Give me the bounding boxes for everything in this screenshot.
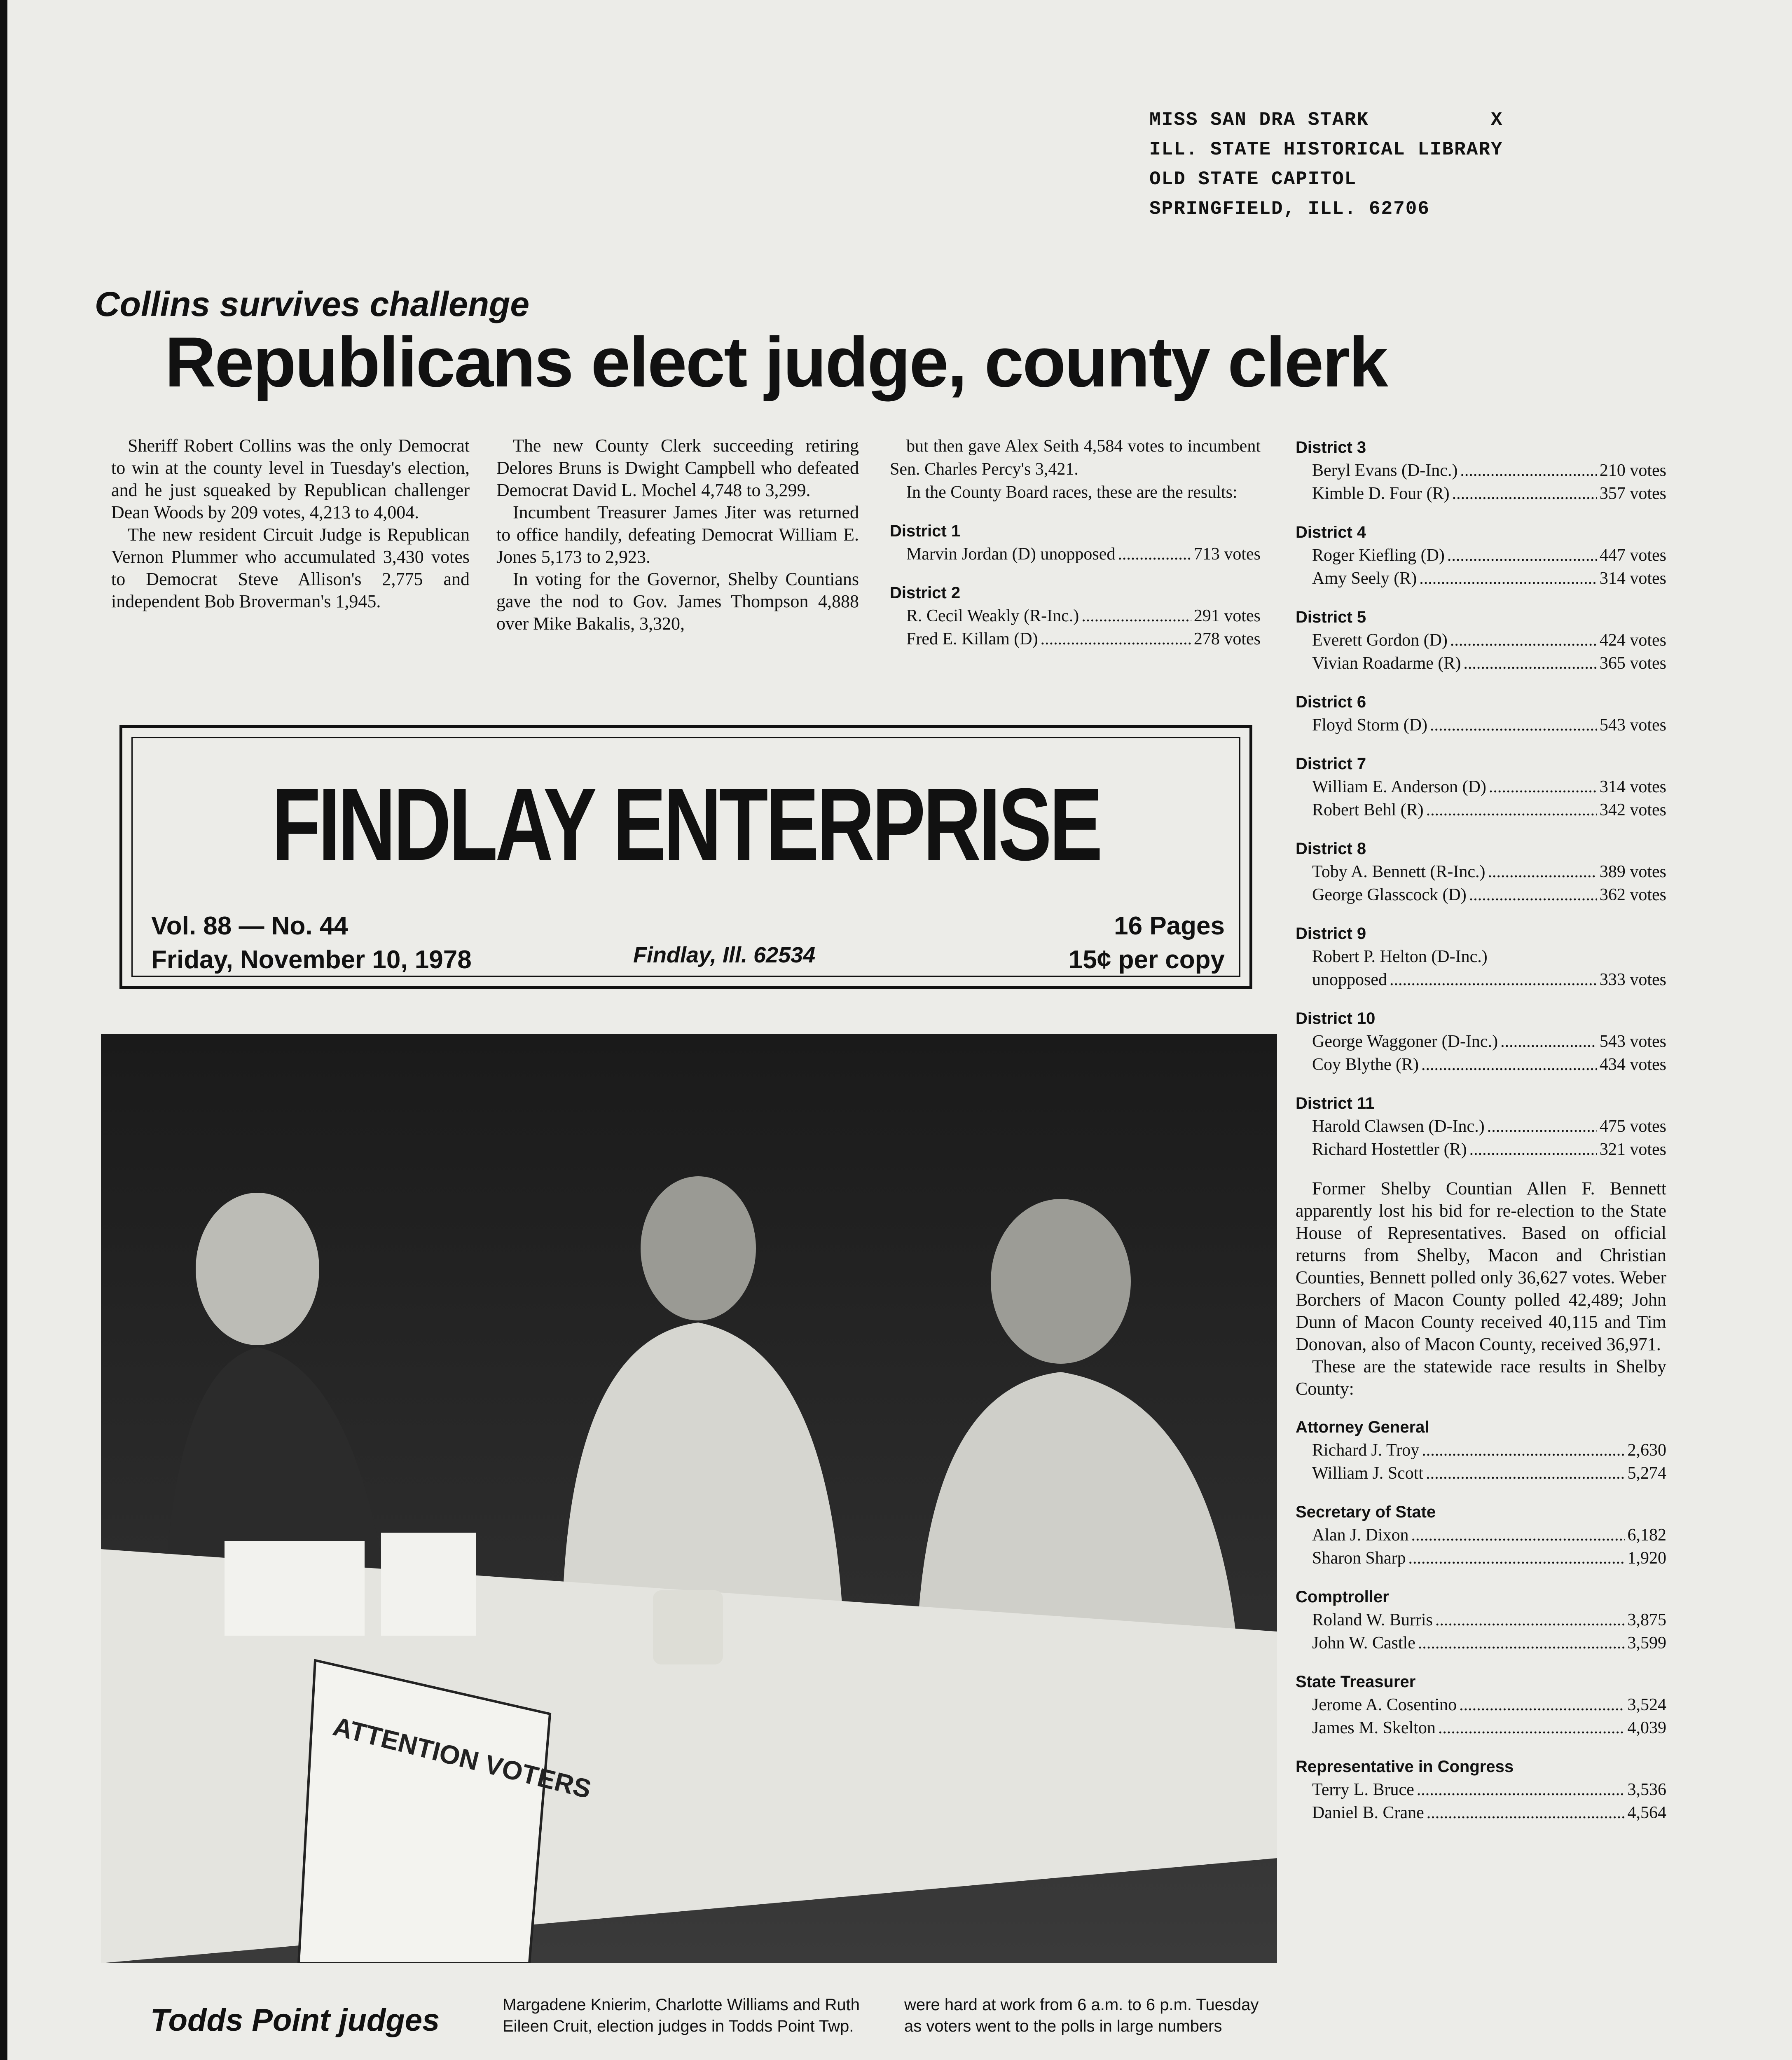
vote-count: 713 votes: [1193, 545, 1261, 564]
candidate-name: Amy Seely (R): [1312, 569, 1417, 588]
leader-dots: [1487, 1115, 1597, 1138]
result-row: [1296, 1462, 1666, 1485]
vote-count: 357 votes: [1599, 484, 1666, 503]
candidate-name: Vivian Roadarme (R): [1312, 654, 1461, 673]
leader-dots: [1419, 567, 1597, 590]
candidate-name: William J. Scott: [1312, 1464, 1424, 1483]
leader-dots: [1427, 1801, 1625, 1824]
lead-column-4: [1296, 420, 1666, 1824]
leader-dots: [1390, 968, 1597, 991]
vote-count: 3,536: [1627, 1780, 1666, 1799]
vote-count: 434 votes: [1599, 1055, 1666, 1074]
vote-count: 362 votes: [1599, 885, 1666, 904]
leader-dots: [1408, 1547, 1625, 1570]
paragraph: The new resident Circuit Judge is Republican Vernon Plummer who accumulated 3,430 votes to Democrat Steve Allison's 2,775 and independent Bob Broverman's 1,945.: [111, 524, 470, 611]
result-row: [1296, 459, 1666, 482]
result-row: [1296, 714, 1666, 737]
candidate-name: Coy Blythe (R): [1312, 1055, 1419, 1074]
candidate-name: Richard J. Troy: [1312, 1441, 1420, 1460]
result-row: [1296, 1138, 1666, 1161]
mailing-line: MISS SAN DRA STARK X: [1149, 109, 1503, 131]
vote-count: 210 votes: [1599, 461, 1666, 480]
candidate-name: Everett Gordon (D): [1312, 631, 1448, 650]
volume-number: Vol. 88 — No. 44: [151, 912, 348, 940]
district-heading: District 3: [1296, 438, 1366, 456]
candidate-name: R. Cecil Weakly (R-Inc.): [906, 606, 1079, 625]
vote-count: 3,599: [1627, 1634, 1666, 1653]
result-row: [1296, 1632, 1666, 1655]
vote-count: 389 votes: [1599, 862, 1666, 881]
lead-headline: Republicans elect judge, county clerk: [165, 323, 1387, 402]
mailing-line: OLD STATE CAPITOL: [1149, 169, 1357, 190]
photo-illustration: [101, 1034, 1277, 1963]
result-row: [890, 543, 1261, 566]
vote-count: 342 votes: [1599, 801, 1666, 819]
masthead: [119, 725, 1252, 989]
candidate-name: unopposed: [1312, 970, 1387, 989]
vote-count: 2,630: [1627, 1441, 1666, 1460]
paragraph: In voting for the Governor, Shelby Countians gave the nod to Gov. James Thompson 4,888 over Mike Bakalis, 3,320,: [496, 569, 859, 634]
leader-dots: [1469, 1138, 1597, 1161]
mailing-line: SPRINGFIELD, ILL. 62706: [1149, 198, 1430, 220]
district-heading: District 10: [1296, 1009, 1376, 1028]
candidate-name: Harold Clawsen (D-Inc.): [1312, 1117, 1485, 1136]
paragraph: Sheriff Robert Collins was the only Democrat to win at the county level in Tuesday's election, and he just squeaked by Republican challenger Dean Woods by 209 votes, 4,213 to 4,004.: [111, 435, 470, 522]
district-heading: District 5: [1296, 608, 1366, 626]
candidate-name: Beryl Evans (D-Inc.): [1312, 461, 1458, 480]
candidate-name: William E. Anderson (D): [1312, 777, 1486, 796]
lead-column-1: [111, 435, 470, 613]
result-row: [1296, 860, 1666, 883]
district-results: [1296, 436, 1666, 1161]
leader-dots: [1426, 798, 1597, 822]
district-heading: Representative in Congress: [1296, 1758, 1514, 1776]
election-judges-photo: [101, 1034, 1277, 1963]
masthead-pages: [1069, 909, 1225, 977]
result-row: [1296, 1524, 1666, 1547]
candidate-name: John W. Castle: [1312, 1634, 1415, 1653]
result-row: [890, 627, 1261, 651]
candidate-name: Jerome A. Cosentino: [1312, 1695, 1457, 1714]
result-row: [1296, 1801, 1666, 1824]
leader-dots: [1450, 629, 1597, 652]
result-row: [1296, 1608, 1666, 1632]
district-heading: Comptroller: [1296, 1588, 1389, 1606]
vote-count: 278 votes: [1193, 630, 1261, 648]
candidate-name: George Waggoner (D-Inc.): [1312, 1032, 1498, 1051]
vote-count: 543 votes: [1599, 1032, 1666, 1051]
vote-count: 475 votes: [1599, 1117, 1666, 1136]
candidate-name: Daniel B. Crane: [1312, 1803, 1424, 1822]
leader-dots: [1041, 627, 1191, 651]
result-row: [890, 604, 1261, 627]
candidate-name: George Glasscock (D): [1312, 885, 1467, 904]
leader-dots: [1418, 1632, 1625, 1655]
price: 15¢ per copy: [1068, 946, 1225, 974]
leader-dots: [1460, 459, 1597, 482]
vote-count: 447 votes: [1599, 546, 1666, 565]
leader-dots: [1422, 1439, 1625, 1462]
leader-dots: [1430, 714, 1597, 737]
candidate-name: Sharon Sharp: [1312, 1549, 1406, 1568]
district-heading: State Treasurer: [1296, 1673, 1416, 1691]
leader-dots: [1489, 775, 1597, 798]
vote-count: 321 votes: [1599, 1140, 1666, 1159]
result-row: [1296, 1115, 1666, 1138]
result-row: [1296, 798, 1666, 822]
candidate-name: James M. Skelton: [1312, 1718, 1436, 1737]
result-row: [1296, 652, 1666, 675]
leader-dots: [1488, 860, 1597, 883]
candidate-name: Richard Hostettler (R): [1312, 1140, 1467, 1159]
result-row: [1296, 567, 1666, 590]
lead-kicker: Collins survives challenge: [95, 285, 530, 323]
result-row: [1296, 968, 1666, 991]
paragraph: The new County Clerk succeeding retiring Delores Bruns is Dwight Campbell who defeated Democrat David L. Mochel 4,748 to 3,299.: [496, 435, 859, 500]
vote-count: 4,039: [1627, 1718, 1666, 1737]
result-row: [1296, 629, 1666, 652]
vote-count: 365 votes: [1599, 654, 1666, 673]
statewide-results: [1296, 1416, 1666, 1824]
vote-count: 3,875: [1627, 1611, 1666, 1629]
candidate-name: Toby A. Bennett (R-Inc.): [1312, 862, 1486, 881]
vote-count: 291 votes: [1193, 606, 1261, 625]
district-heading: District 4: [1296, 523, 1366, 541]
district-heading: District 7: [1296, 755, 1366, 773]
photo-sign-text: ATTENTION VOTERS: [330, 1711, 594, 1804]
candidate-name: Marvin Jordan (D) unopposed: [906, 545, 1116, 564]
leader-dots: [1421, 1053, 1597, 1076]
page-count: 16 Pages: [1114, 912, 1225, 940]
leader-dots: [1411, 1524, 1625, 1547]
masthead-volume: [151, 909, 472, 977]
paragraph: Incumbent Treasurer James Jiter was returned to office handily, defeating Democrat William E. Jones 5,173 to 2,923.: [496, 502, 859, 567]
district-heading: District 11: [1296, 1094, 1375, 1112]
district-heading: Attorney General: [1296, 1418, 1429, 1436]
paragraph: In the County Board races, these are the results:: [906, 483, 1238, 502]
leader-dots: [1463, 652, 1597, 675]
leader-dots: [1435, 1608, 1625, 1632]
bennett-story: [1296, 1177, 1666, 1400]
vote-count: 424 votes: [1599, 631, 1666, 650]
leader-dots: [1500, 1030, 1597, 1053]
district-heading: District 2: [890, 584, 961, 602]
vote-count: 6,182: [1627, 1526, 1666, 1545]
leader-dots: [1081, 604, 1191, 627]
vote-count: 314 votes: [1599, 569, 1666, 588]
candidate-name: Robert Behl (R): [1312, 801, 1424, 819]
result-row: [1296, 1053, 1666, 1076]
district-heading: District 6: [1296, 693, 1366, 711]
district-heading: District 1: [890, 522, 961, 540]
candidate-name: Alan J. Dixon: [1312, 1526, 1409, 1545]
result-row: [1296, 544, 1666, 567]
leader-dots: [1459, 1693, 1625, 1716]
result-row: [1296, 1693, 1666, 1716]
district-heading: District 9: [1296, 925, 1366, 943]
paragraph: Former Shelby Countian Allen F. Bennett apparently lost his bid for re-election to the State House of Representatives. Based on official returns from Shelby, Macon and Christian Counties, Bennett polled only 36,627 votes. Weber Borchers of Macon County polled 42,489; John Dunn of Macon County received 40,115 and Tim Donovan, also of Macon County, received 36,971.: [1296, 1178, 1666, 1354]
leader-dots: [1438, 1716, 1625, 1739]
leader-dots: [1426, 1462, 1625, 1485]
vote-count: 543 votes: [1599, 716, 1666, 735]
vote-count: 333 votes: [1599, 970, 1666, 989]
photo1-caption-b: were hard at work from 6 a.m. to 6 p.m. Tuesday as voters went to the polls in large numbers: [904, 1996, 1259, 2035]
photo1-caption-title: Todds Point judges: [150, 2003, 440, 2038]
leader-dots: [1118, 543, 1191, 566]
result-row: [1296, 775, 1666, 798]
issue-date: Friday, November 10, 1978: [151, 946, 472, 974]
vote-count: 4,564: [1627, 1803, 1666, 1822]
photo1-caption-a: Margadene Knierim, Charlotte Williams and Ruth Eileen Cruit, election judges in Todds Point Twp.: [503, 1996, 860, 2035]
result-row: [1296, 1439, 1666, 1462]
masthead-title: FINDLAY ENTERPRISE: [271, 767, 1100, 882]
leader-dots: [1417, 1778, 1625, 1801]
vote-count: 1,920: [1627, 1549, 1666, 1568]
candidate-name: Roland W. Burris: [1312, 1611, 1433, 1629]
masthead-location: Findlay, Ill. 62534: [633, 943, 816, 967]
lead-column-2: [496, 435, 859, 635]
vote-count: 3,524: [1627, 1695, 1666, 1714]
result-row: [1296, 1778, 1666, 1801]
leader-dots: [1447, 544, 1597, 567]
paragraph: These are the statewide race results in Shelby County:: [1296, 1356, 1666, 1399]
scan-edge: [0, 0, 7, 2060]
vote-count: 314 votes: [1599, 777, 1666, 796]
paragraph: but then gave Alex Seith 4,584 votes to incumbent Sen. Charles Percy's 3,421.: [890, 437, 1261, 479]
result-row: [1296, 883, 1666, 906]
candidate-name: Terry L. Bruce: [1312, 1780, 1414, 1799]
result-row: [1296, 482, 1666, 505]
mailing-label: [1149, 105, 1603, 224]
result-row: [1296, 945, 1666, 968]
result-row: [1296, 1716, 1666, 1739]
district-heading: District 8: [1296, 840, 1366, 858]
result-row: [1296, 1547, 1666, 1570]
mailing-line: ILL. STATE HISTORICAL LIBRARY: [1149, 139, 1503, 160]
candidate-name: Floyd Storm (D): [1312, 716, 1428, 735]
leader-dots: [1469, 883, 1597, 906]
district-results: [890, 520, 1261, 651]
leader-dots: [1452, 482, 1597, 505]
candidate-name: Robert P. Helton (D-Inc.): [1312, 947, 1488, 966]
result-row: [1296, 1030, 1666, 1053]
lead-column-3: [890, 435, 1261, 651]
candidate-name: Roger Kiefling (D): [1312, 546, 1445, 565]
vote-count: 5,274: [1627, 1464, 1666, 1483]
district-heading: Secretary of State: [1296, 1503, 1436, 1521]
candidate-name: Fred E. Killam (D): [906, 630, 1038, 648]
candidate-name: Kimble D. Four (R): [1312, 484, 1450, 503]
